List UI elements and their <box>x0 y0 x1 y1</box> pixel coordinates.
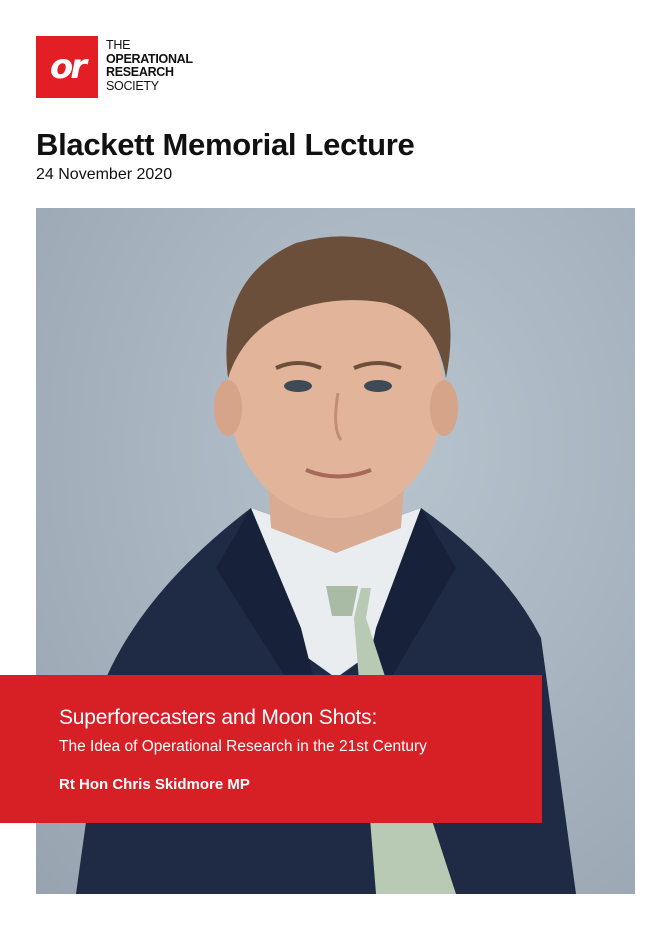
lecture-date: 24 November 2020 <box>36 166 173 183</box>
lecture-subtitle: The Idea of Operational Research in the 21st Century <box>59 738 427 755</box>
logo-wordmark <box>106 39 216 93</box>
logo-line-2: OPERATIONAL <box>106 51 193 66</box>
logo-line-3: RESEARCH <box>106 65 174 79</box>
page-title: Blackett Memorial Lecture <box>36 127 415 162</box>
logo-line-1: THE <box>106 38 131 52</box>
lecture-headline: Superforecasters and Moon Shots: <box>59 706 378 729</box>
logo-line-4: SOCIETY <box>106 78 159 93</box>
society-logo <box>36 36 216 98</box>
speaker-name: Rt Hon Chris Skidmore MP <box>59 776 250 793</box>
left-eye <box>284 380 312 392</box>
logo-mark: or <box>36 36 98 98</box>
lecture-banner <box>0 675 542 823</box>
right-eye <box>364 380 392 392</box>
